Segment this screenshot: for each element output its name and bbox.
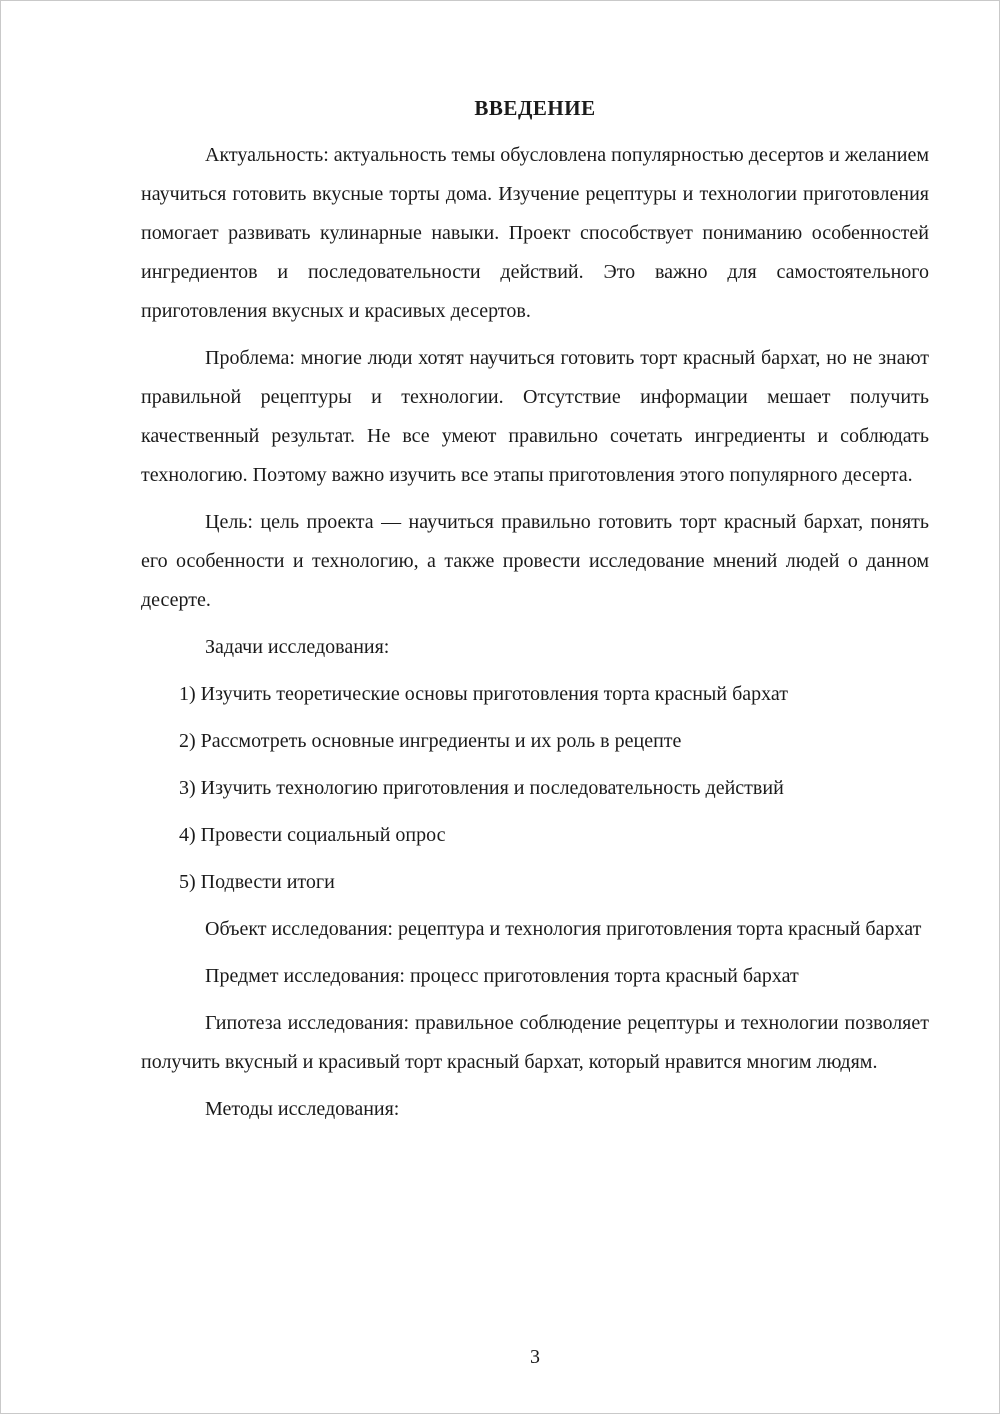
page-number: 3 xyxy=(530,1346,540,1368)
paragraph-object: Объект исследования: рецептура и технология приготовления торта красный бархат xyxy=(205,918,922,940)
task-item-5: 5) Подвести итоги xyxy=(179,871,335,893)
paragraph-problem: Проблема: многие люди хотят научиться готовить торт красный бархат, но не знают правильной рецептуры и технологии. Отсутствие информации мешает получить качественный результат. Не все умеют правильно сочетать ингредиенты и соблюдать технологию. Поэтому важно изучить все этапы приготовления этого популярного десерта. xyxy=(141,347,929,486)
tasks-label: Задачи исследования: xyxy=(205,636,390,658)
paragraph-hypothesis: Гипотеза исследования: правильное соблюдение рецептуры и технологии позволяет получить вкусный и красивый торт красный бархат, который нравится многим людям. xyxy=(141,1012,929,1073)
document-heading: ВВЕДЕНИЕ xyxy=(474,96,596,120)
task-item-1: 1) Изучить теоретические основы приготовления торта красный бархат xyxy=(179,683,788,705)
paragraph-relevance: Актуальность: актуальность темы обусловлена популярностью десертов и желанием научиться готовить вкусные торты дома. Изучение рецептуры и технологии приготовления помогает развивать кулинарные навыки. Проект способствует пониманию особенностей ингредиентов и последовательности действий. Это важно для самостоятельного приготовления вкусных и красивых десертов. xyxy=(141,144,929,322)
paragraph-goal: Цель: цель проекта — научиться правильно готовить торт красный бархат, понять его особенности и технологию, а также провести исследование мнений людей о данном десерте. xyxy=(141,511,929,611)
paragraph-subject: Предмет исследования: процесс приготовления торта красный бархат xyxy=(205,965,799,987)
task-item-3: 3) Изучить технологию приготовления и последовательность действий xyxy=(179,777,784,799)
methods-label: Методы исследования: xyxy=(205,1098,400,1120)
page-footer xyxy=(141,1345,929,1369)
task-item-2: 2) Рассмотреть основные ингредиенты и их роль в рецепте xyxy=(179,730,682,752)
task-item-4: 4) Провести социальный опрос xyxy=(179,824,446,846)
